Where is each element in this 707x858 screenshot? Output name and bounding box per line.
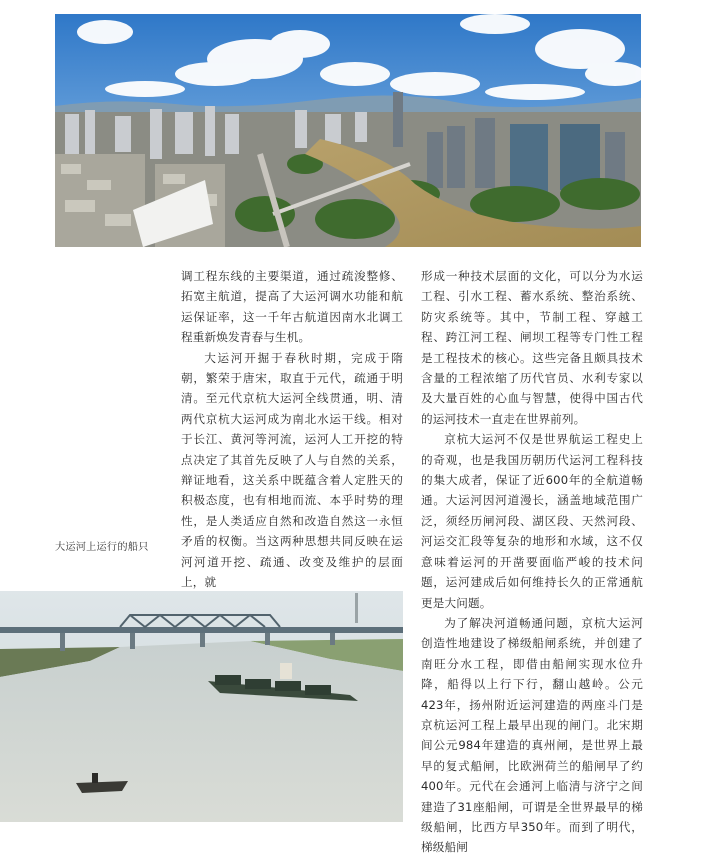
- paragraph: 大运河开掘于春秋时期，完成于隋朝，繁荣于唐宋，取直于元代，疏通于明清。至元代京杭大运河全线贯通，明、清两代京杭大运河成为南北水运干线。相对于长江、黄河等河流，运河人工开挖的特点决定了其首先反映了人与自然的关系，辩证地看，这关系中既蕴含着人定胜天的积极态度，也有相地而流、本乎时势的理性，是人类适应自然和改造自然这一永恒矛盾的权衡。当这两种思想共同反映在运河河道开挖、疏通、改变及维护的层面上，就: [181, 350, 403, 590]
- right-text-column: [421, 266, 643, 858]
- photo-caption: 大运河上运行的船只: [55, 542, 149, 553]
- paragraph: 为了解决河道畅通问题，京杭大运河创造性地建设了梯级船闸系统，并创建了南旺分水工程，即借由船闸实现水位升降，船得以上行下行，翻山越岭。公元423年，扬州附近运河建造的两座斗门是京杭运河工程上最早出现的闸门。北宋期间公元984年建造的真州闸，是世界上最早的复式船闸，比欧洲荷兰的船闸早了约400年。元代在会通河上临清与济宁之间建造了31座船闸，可谓是全世界最早的梯级船闸，比西方早350年。而到了明代，梯级船闸: [421, 615, 643, 855]
- city-panorama-illustration: [55, 14, 641, 247]
- river-boats-illustration: [0, 591, 403, 822]
- left-text-column: [181, 266, 403, 593]
- paragraph: 调工程东线的主要渠道，通过疏浚整修、拓宽主航道，提高了大运河调水功能和航运保证率，这一千年古航道因南水北调工程重新焕发青春与生机。: [181, 269, 403, 345]
- paragraph: 京杭大运河不仅是世界航运工程史上的奇观，也是我国历朝历代运河工程科技的集大成者，保证了近600年的全航道畅通。大运河因河道漫长，涵盖地域范围广泛，须经历闸河段、湖区段、天然河段、河运交汇段等复杂的地形和水域，这不仅意味着运河的开凿要面临严峻的技术问题，运河建成后如何维持长久的正常通航更是大问题。: [421, 432, 643, 610]
- city-panorama-photo: [55, 14, 641, 247]
- paragraph: 形成一种技术层面的文化，可以分为水运工程、引水工程、蓄水系统、整治系统、防灾系统等。其中，节制工程、穿越工程、跨江河工程、闸坝工程等专门性工程是工程技术的核心。这些完备且颇具技术含量的工程浓缩了历代官员、水利专家以及大量百姓的心血与智慧，使得中国古代的运河技术一直走在世界前列。: [421, 269, 643, 426]
- river-boats-photo: [0, 591, 403, 822]
